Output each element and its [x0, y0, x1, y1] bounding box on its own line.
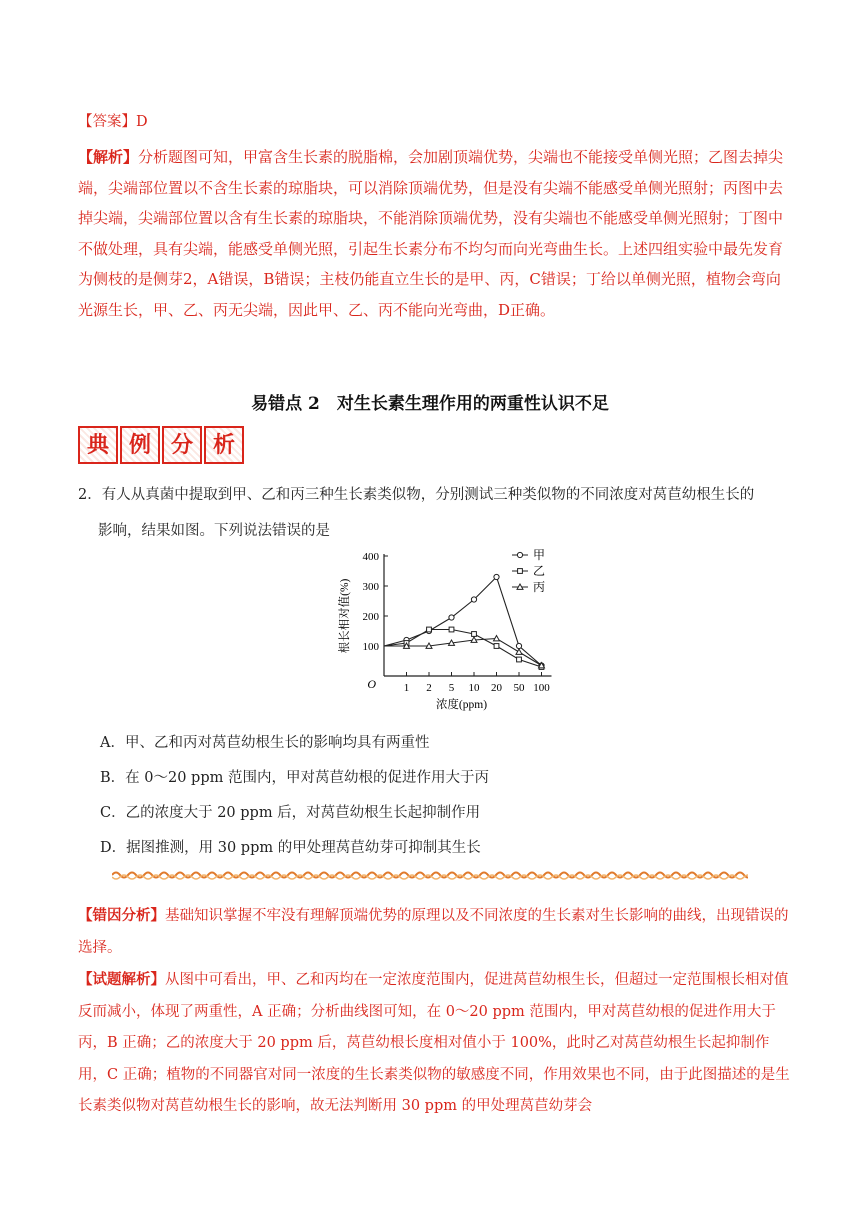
- x-axis-label: 浓度(ppm): [435, 699, 488, 711]
- y-tick-label: 400: [362, 551, 379, 563]
- x-tick-label: 5: [448, 682, 455, 694]
- analysis-text: 分析题图可知，甲富含生长素的脱脂棉，会加剧顶端优势，尖端也不能接受单侧光照；乙图去掉尖端，尖端部位置以不含生长素的琼脂块，可以消除顶端优势，但是没有尖端不能感受单侧光照射；丙图中去掉尖端，尖端部位置以含有生长素的琼脂块，不能消除顶端优势，没有尖端也不能感受单侧光照射；丁图中不做处理，具有尖端，能感受单侧光照，引起生长素分布不均匀而向光弯曲生长。上述四组实验中最先发育为侧枝的是侧芽2，A错误，B错误；主枝仍能直立生长的是甲、丙，C错误；丁给以单侧光照，植物会弯向光源生长，甲、乙、丙无尖端，因此甲、乙、丙不能向光弯曲，D正确。: [78, 148, 784, 319]
- x-tick-label: 1: [403, 682, 410, 694]
- question-stem: [78, 477, 790, 549]
- option-d[interactable]: D．据图推测，用 30 ppm 的甲处理莴苣幼芽可抑制其生长: [100, 840, 481, 856]
- data-point-square: [517, 657, 522, 662]
- y-tick-label: 300: [362, 581, 379, 593]
- option-c[interactable]: C．乙的浓度大于 20 ppm 后，对莴苣幼根生长起抑制作用: [100, 805, 481, 821]
- question-line1: 有人从真菌中提取到甲、乙和丙三种生长素类似物，分别测试三种类似物的不同浓度对莴苣幼根生长的: [101, 487, 755, 503]
- legend-label: 乙: [533, 564, 546, 578]
- option-b[interactable]: B．在 0～20 ppm 范围内，甲对莴苣幼根的促进作用大于丙: [100, 770, 489, 786]
- answer-options: [100, 726, 489, 866]
- data-point-square: [518, 569, 523, 574]
- section-title: 易错点 2 对生长素生理作用的两重性认识不足: [251, 394, 609, 414]
- answer-line: [78, 110, 148, 131]
- x-tick-label: 2: [426, 682, 432, 694]
- question-number: 2．: [78, 487, 102, 503]
- y-tick-label: 200: [362, 611, 379, 623]
- legend-label: 丙: [533, 580, 546, 594]
- banner-char: 典: [78, 426, 118, 464]
- trial-analysis-label: 【试题解析】: [78, 971, 165, 988]
- answer-value: D: [136, 114, 148, 130]
- answer-label: 【答案】: [78, 114, 136, 130]
- data-point-circle: [516, 643, 521, 648]
- x-tick-label: 50: [513, 682, 525, 694]
- analysis-label: 【解析】: [78, 148, 139, 166]
- option-a[interactable]: A．甲、乙和丙对莴苣幼根生长的影响均具有两重性: [100, 735, 430, 751]
- data-point-circle: [449, 615, 454, 620]
- line-chart: [336, 546, 566, 714]
- trial-analysis-text: 从图中可看出，甲、乙和丙均在一定浓度范围内，促进莴苣幼根生长，但超过一定范围根长相对值反而减小，体现了两重性，A 正确；分析曲线图可知，在 0～20 ppm 范围内，甲对莴苣幼根的促进作用大于丙，B 正确；乙的浓度大于 20 ppm 后，莴苣幼根长度相对值小于 100%，此时乙对莴苣幼根生长起抑制作用，C 正确；植物的不同器官对同一浓度的生长素类似物的敏感度不同，作用效果也不同，由于此图描述的是生长素类似物对莴苣幼根生长的影响，故无法判断用 30 ppm 的甲处理莴苣幼芽会: [78, 972, 790, 1114]
- data-point-triangle: [516, 649, 522, 654]
- data-point-circle: [471, 597, 476, 602]
- banner-char: 析: [204, 426, 244, 464]
- trial-analysis: [78, 964, 790, 1123]
- origin-label: O: [367, 677, 376, 691]
- data-point-circle: [494, 574, 499, 579]
- data-point-square: [472, 632, 477, 637]
- error-analysis-text: 基础知识掌握不牢没有理解顶端优势的原理以及不同浓度的生长素对生长影响的曲线，出现错误的选择。: [78, 908, 789, 956]
- y-axis-label: 根长相对值(%): [339, 578, 351, 654]
- banner-char: 分: [162, 426, 202, 464]
- data-point-circle: [517, 552, 522, 557]
- x-tick-label: 20: [491, 682, 502, 694]
- explanation-section: [78, 900, 790, 1123]
- y-tick-label: 100: [362, 641, 379, 653]
- error-analysis-label: 【错因分析】: [78, 907, 165, 924]
- legend-label: 甲: [533, 548, 546, 562]
- x-tick-label: 100: [533, 682, 550, 694]
- data-point-square: [494, 644, 499, 649]
- error-analysis: [78, 900, 790, 964]
- banner-char: 例: [120, 426, 160, 464]
- data-point-square: [449, 627, 454, 632]
- example-banner: [78, 426, 244, 464]
- data-point-square: [427, 627, 432, 632]
- analysis-paragraph: [78, 142, 790, 325]
- question-line2: 影响，结果如图。下列说法错误的是: [98, 523, 330, 539]
- decorative-wave-divider: [112, 868, 748, 882]
- x-tick-label: 10: [468, 682, 480, 694]
